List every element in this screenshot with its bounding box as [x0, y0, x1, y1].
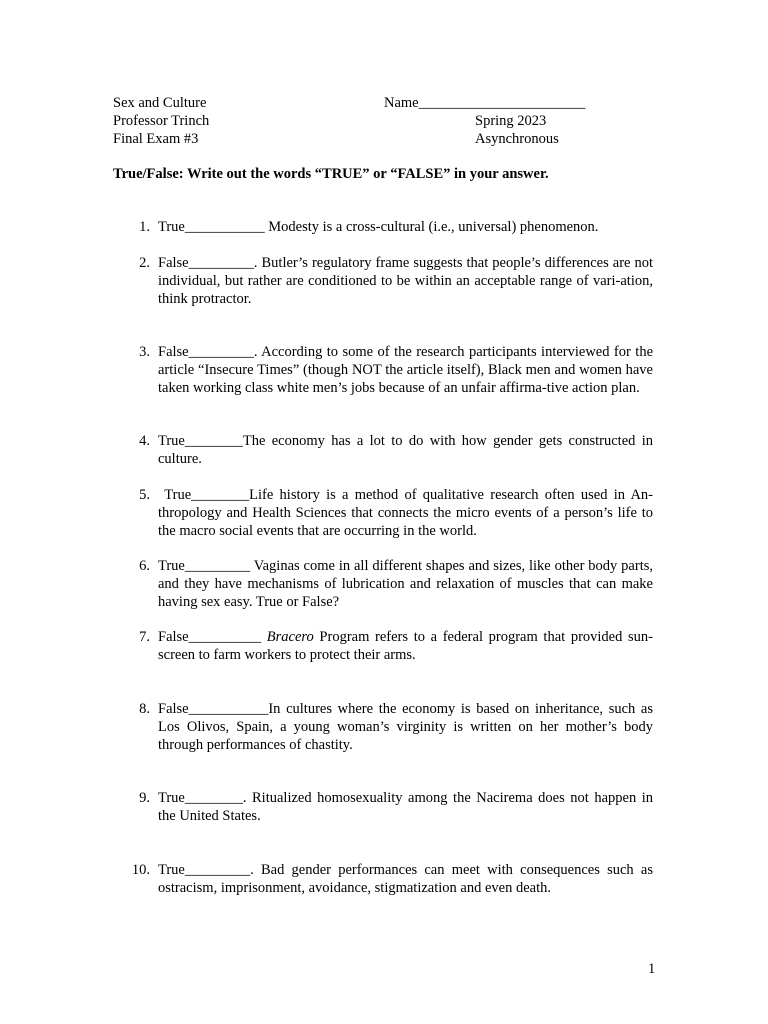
question-text: False_________. Butler’s regulatory frame suggests that people’s differences are not individual, but rather are conditioned to be within an acceptable range of vari-ation, think protractor. [158, 255, 653, 307]
question-number: 2. [139, 255, 150, 271]
question-number: 7. [139, 629, 150, 645]
question-number: 4. [139, 433, 150, 449]
term-label: Spring 2023 [475, 113, 547, 129]
question-item [113, 218, 653, 236]
question-text: True________Life history is a method of qualitative research often used in An-thropology and Health Sciences that connects the micro events of a person’s life to the macro social events that are occurring in the world. [158, 487, 657, 539]
answer-blank: False__________ [158, 629, 267, 645]
question-number: 3. [139, 344, 150, 360]
question-item [113, 789, 653, 825]
question-text-rest: Program refers to a federal program that provided sun-screen to farm workers to protect their arms. [158, 629, 654, 663]
question-item [113, 343, 653, 397]
professor-name: Professor Trinch [113, 113, 210, 129]
question-text: False___________In cultures where the economy is based on inheritance, such as Los Olivos, Spain, a young woman’s virginity is written on her mother’s body through performances of chastity. [158, 701, 653, 753]
question-item [113, 700, 653, 754]
page-number: 1 [648, 961, 656, 977]
emphasis-term: Bracero [266, 629, 314, 645]
course-title: Sex and Culture [113, 95, 207, 111]
question-item [113, 486, 657, 540]
question-number: 9. [139, 790, 150, 806]
question-text: False_________. According to some of the research participants interviewed for the article “Insecure Times” (though NOT the article itself), Black men and women have taken working class white men’s jobs because of an unfair affirma-tive action plan. [158, 344, 653, 396]
question-text [158, 628, 653, 664]
question-number: 1. [139, 219, 150, 235]
question-text: True___________ Modesty is a cross-cultural (i.e., universal) phenomenon. [158, 219, 599, 235]
question-number: 6. [139, 558, 150, 574]
question-item [113, 861, 653, 897]
exam-title: Final Exam #3 [113, 131, 199, 147]
question-item [113, 557, 653, 611]
question-item [113, 432, 653, 468]
question-text: True_________ Vaginas come in all different shapes and sizes, like other body parts, and they have mechanisms of lubrication and relaxation of muscles that can make having sex easy. True or False? [158, 558, 653, 610]
question-number: 10. [131, 862, 150, 878]
question-number: 5. [139, 487, 150, 503]
student-name-line: Name_______________________ [384, 95, 586, 111]
question-text: True________The economy has a lot to do with how gender gets constructed in culture. [158, 433, 653, 467]
question-number: 8. [139, 701, 150, 717]
question-text: True_________. Bad gender performances can meet with consequences such as ostracism, imprisonment, avoidance, stigmatization and even death. [158, 862, 653, 896]
delivery-mode: Asynchronous [475, 131, 559, 147]
question-text: True________. Ritualized homosexuality among the Nacirema does not happen in the United States. [158, 790, 653, 824]
instructions: True/False: Write out the words “TRUE” or “FALSE” in your answer. [113, 166, 549, 182]
question-item [113, 254, 653, 308]
question-item [113, 628, 653, 664]
